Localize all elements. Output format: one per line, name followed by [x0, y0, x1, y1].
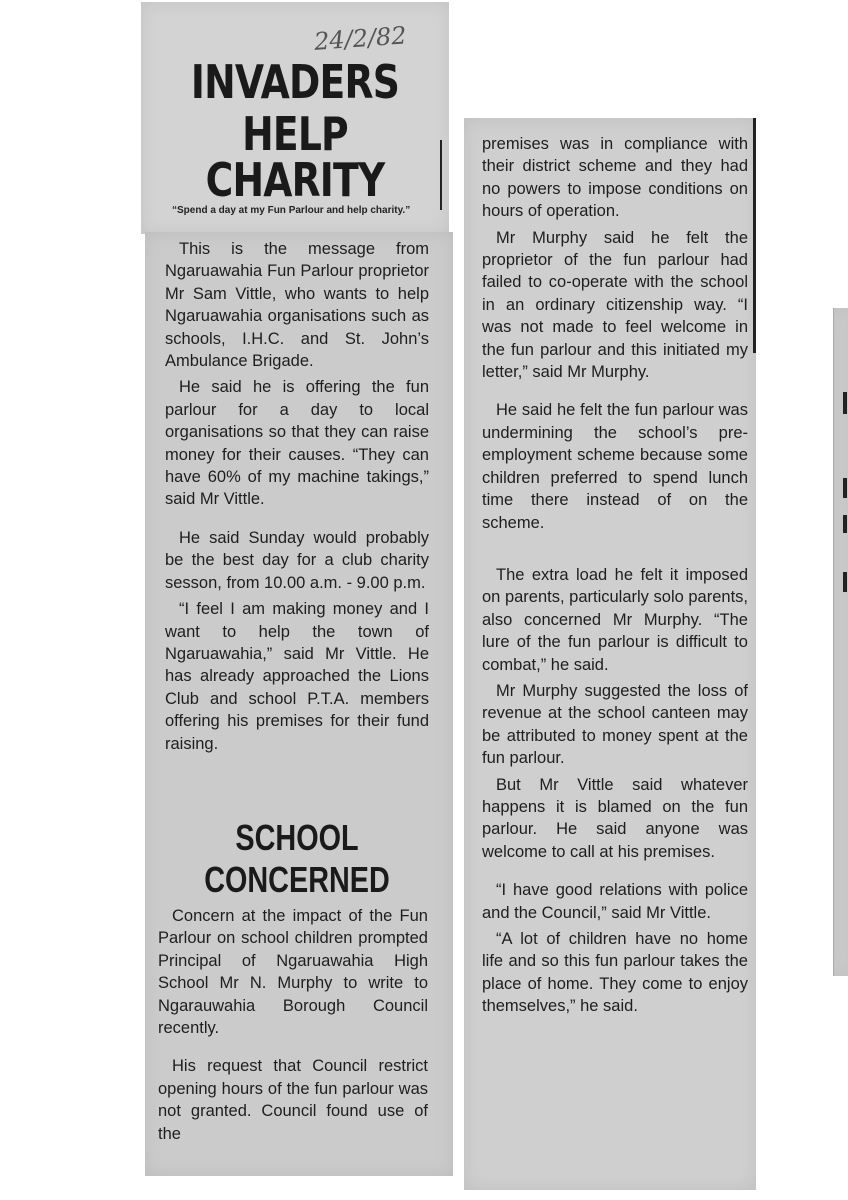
partial-text-mark [843, 392, 847, 414]
partial-text-mark [843, 478, 847, 498]
paragraph: The extra load he felt it imposed on parents, particularly solo parents, also concerned Mr Murphy. “The lure of the fun parlour is difficult to combat,” he said. [482, 565, 748, 674]
headline-line-1: INVADERS [190, 55, 400, 109]
handwritten-date: 24/2/82 [313, 21, 408, 56]
paragraph: premises was in compliance with their district scheme and they had no powers to impose conditions on hours of operation. [482, 135, 748, 221]
paragraph: Mr Murphy said he felt the proprietor of the fun parlour had failed to co-operate with the school in an ordinary citizenship way. “I was not made to feel welcome in the fun parlour and this initiated my letter,” said Mr Murphy. [482, 228, 748, 382]
paragraph: Mr Murphy suggested the loss of revenue at the school canteen may be attributed to money spent at the fun parlour. [482, 681, 748, 768]
paragraph: He said Sunday would probably be the best day for a club charity sesson, from 10.00 a.m. - 9.00 p.m. [165, 528, 429, 592]
column-rule [753, 118, 756, 353]
article-right-column [482, 133, 748, 1018]
paragraph: He said he felt the fun parlour was undermining the school’s pre-employment scheme because some children preferred to spend lunch time there instead of on the scheme. [482, 401, 748, 532]
partial-text-mark [843, 515, 847, 533]
headline-line-3: CHARITY [205, 153, 385, 207]
paragraph: “I have good relations with police and the Council,” said Mr Vittle. [482, 881, 748, 922]
article-left-column [165, 238, 429, 755]
partial-text-mark [843, 572, 847, 592]
subheadline-line-1: SCHOOL [235, 817, 359, 858]
headline-line-2: HELP [242, 107, 348, 161]
paragraph: “I feel I am making money and I want to help the town of Ngaruawahia,” said Mr Vittle. He has already approached the Lions Club and school P.T.A. members offering his premises for their fund raising. [165, 600, 429, 753]
article-left-column-lower [158, 905, 428, 1145]
paragraph: Concern at the impact of the Fun Parlour on school children prompted Principal of Ngaruawahia High School Mr N. Murphy to write to Ngarauwahia Borough Council recently. [158, 907, 428, 1038]
pull-quote: “Spend a day at my Fun Parlour and help charity.” [172, 205, 411, 216]
paragraph: He said he is offering the fun parlour for a day to local organisations so that they can raise money for their causes. “They can have 60% of my machine takings,” said Mr Vittle. [165, 378, 429, 509]
paragraph: “A lot of children have no home life and so this fun parlour takes the place of home. They come to enjoy themselves,” he said. [482, 930, 748, 1016]
paragraph: His request that Council restrict opening hours of the fun parlour was not granted. Council found use of the [158, 1057, 428, 1143]
column-rule [440, 140, 442, 210]
paragraph: But Mr Vittle said whatever happens it is blamed on the fun parlour. He said anyone was welcome to call at his premises. [482, 775, 748, 861]
paragraph: This is the message from Ngaruawahia Fun Parlour proprietor Mr Sam Vittle, who wants to help Ngaruawahia organisations such as schools, I.H.C. and St. John’s Ambulance Brigade. [165, 240, 429, 371]
subheadline-line-2: CONCERNED [204, 859, 390, 900]
